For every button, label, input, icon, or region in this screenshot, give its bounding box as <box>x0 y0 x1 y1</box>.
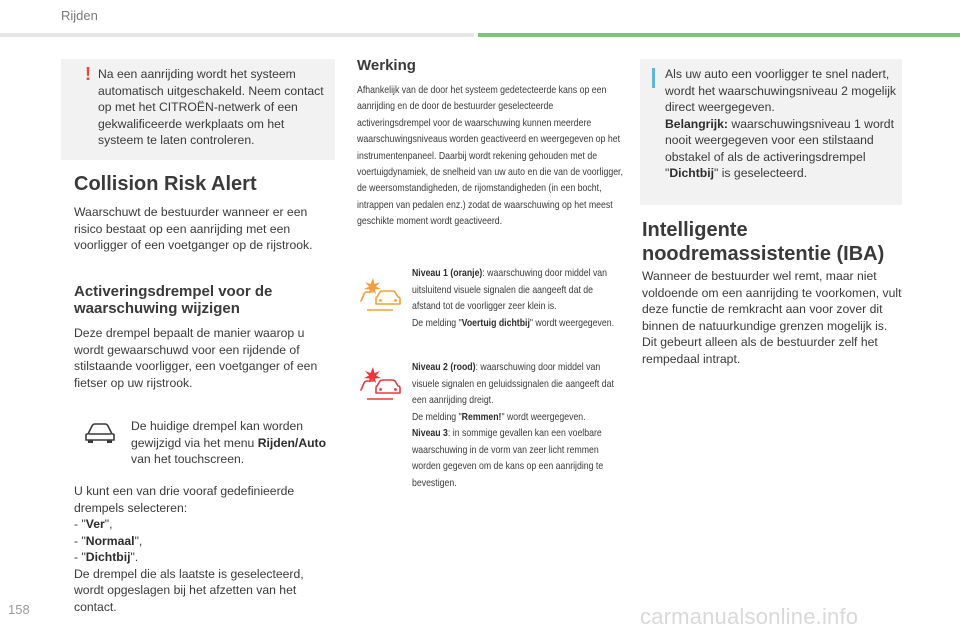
level1-label: Niveau 1 (oranje) <box>412 268 483 279</box>
warning-icon: ! <box>85 64 91 84</box>
iba-title: Intelligente noodremassistentie (IBA) <box>642 219 885 265</box>
collision-alert-orange-icon <box>359 277 403 313</box>
level2-text: Niveau 2 (rood): waarschuwing door middel van visuele signalen en geluidssignalen die aangeeft dat een aanrijding dreigt. De melding "Remmen!" wordt weergegeven. Niveau 3: in sommige gevallen kan een voelbare waarschuwing in de vorm van zeer licht remmen worden gegeven om de kans op een aanrijding te bevestigen. <box>412 362 614 489</box>
threshold-options: U kunt een van drie vooraf gedefinieerde drempels selecteren: - "Ver", - "Normaal", - "Dichtbij". De drempel die als laatste is geselecteerd, wordt opgeslagen bij het afzetten van het contact. <box>74 483 336 615</box>
option-dichtbij: - "Dichtbij". <box>74 550 139 564</box>
watermark: carmanualsonline.info <box>640 604 859 629</box>
level1-message: Voertuig dichtbij <box>461 317 530 329</box>
header-divider <box>0 33 474 37</box>
warning-note-text: Na een aanrijding wordt het systeem automatisch uitgeschakeld. Neem contact op met het CITROËN-netwerk of een gekwalificeerde werkplaats om het systeem te laten controleren. <box>98 67 324 147</box>
collision-risk-title: Collision Risk Alert <box>74 173 257 195</box>
option-ver: - "Ver", <box>74 517 113 531</box>
level1-text: Niveau 1 (oranje): waarschuwing door middel van uitsluitend visuele signalen die aangeeft dat de afstand tot de voorligger zeer klein is. De melding "Voertuig dichtbij" wordt weergegeven. <box>412 268 615 329</box>
threshold-para: Deze drempel bepaalt de manier waarop u wordt gewaarschuwd voor een rijdende of stilstaande voorligger, een voetganger of een fietser op uw rijstrook. <box>74 326 318 390</box>
header-accent-bar <box>478 33 960 37</box>
menu-text: De huidige drempel kan worden gewijzigd via het menu Rijden/Auto van het touchscreen. <box>131 419 327 466</box>
menu-path: Rijden/Auto <box>257 435 327 450</box>
page-number: 158 <box>8 602 30 617</box>
threshold-subtitle-line1: Activeringsdrempel voor de <box>74 283 273 300</box>
section-title: Rijden <box>61 8 98 23</box>
option-normaal: - "Normaal", <box>74 533 143 548</box>
iba-para: Wanneer de bestuurder wel remt, maar niet voldoende om een aanrijding te voorkomen, vult deze functie de remkracht aan voor zover dit binnen de natuurkundige grenzen mogelijk is. Dit gebeurt alleen als de bestuurder zelf het rempedaal intrapt. <box>642 269 902 366</box>
threshold-subtitle-line2: waarschuwing wijzigen <box>74 300 240 317</box>
threshold-subtitle <box>74 283 336 317</box>
car-settings-icon <box>84 422 116 444</box>
werking-title: Werking <box>357 57 416 74</box>
collision-alert-red-icon <box>359 366 403 402</box>
collision-intro: Waarschuwt de bestuurder wanneer er een risico bestaat op een aanrijding met een voorligger of een voetganger op de rijstrook. <box>74 205 313 252</box>
werking-para: Afhankelijk van de door het systeem gedetecteerde kans op een aanrijding en de door de bestuurder geselecteerde activeringsdrempel voor de waarschuwing kunnen meerdere waarschuwingsniveaus worden geactiveerd en weergegeven op het instrumentenpaneel. Daarbij wordt rekening gehouden met de voertuigdynamiek, de snelheid van uw auto en die van de voorligger, de weersomstandigheden, de rijomstandigheden (in een bocht, intrappen van pedalen enz.) zodat de waarschuwing op het meest geschikte moment wordt geactiveerd. <box>357 85 623 228</box>
info-note <box>640 59 902 205</box>
info-icon <box>652 68 655 88</box>
closing-text: De drempel die als laatste is geselecteerd, wordt opgeslagen bij het afzetten van het contact. <box>74 566 304 614</box>
level2-label: Niveau 2 (rood) <box>412 362 476 373</box>
level2-message: Remmen! <box>461 411 502 423</box>
info-note-text: Als uw auto een voorligger te snel nadert, wordt het waarschuwingsniveau 2 mogelijk direct weergegeven. Belangrijk: waarschuwingsniveau 1 wordt nooit weergegeven voor een stilstaand obstakel of als de activeringsdrempel "Dichtbij" is geselecteerd. <box>665 67 897 180</box>
level3-label: Niveau 3 <box>412 428 448 439</box>
warning-note <box>61 59 335 160</box>
